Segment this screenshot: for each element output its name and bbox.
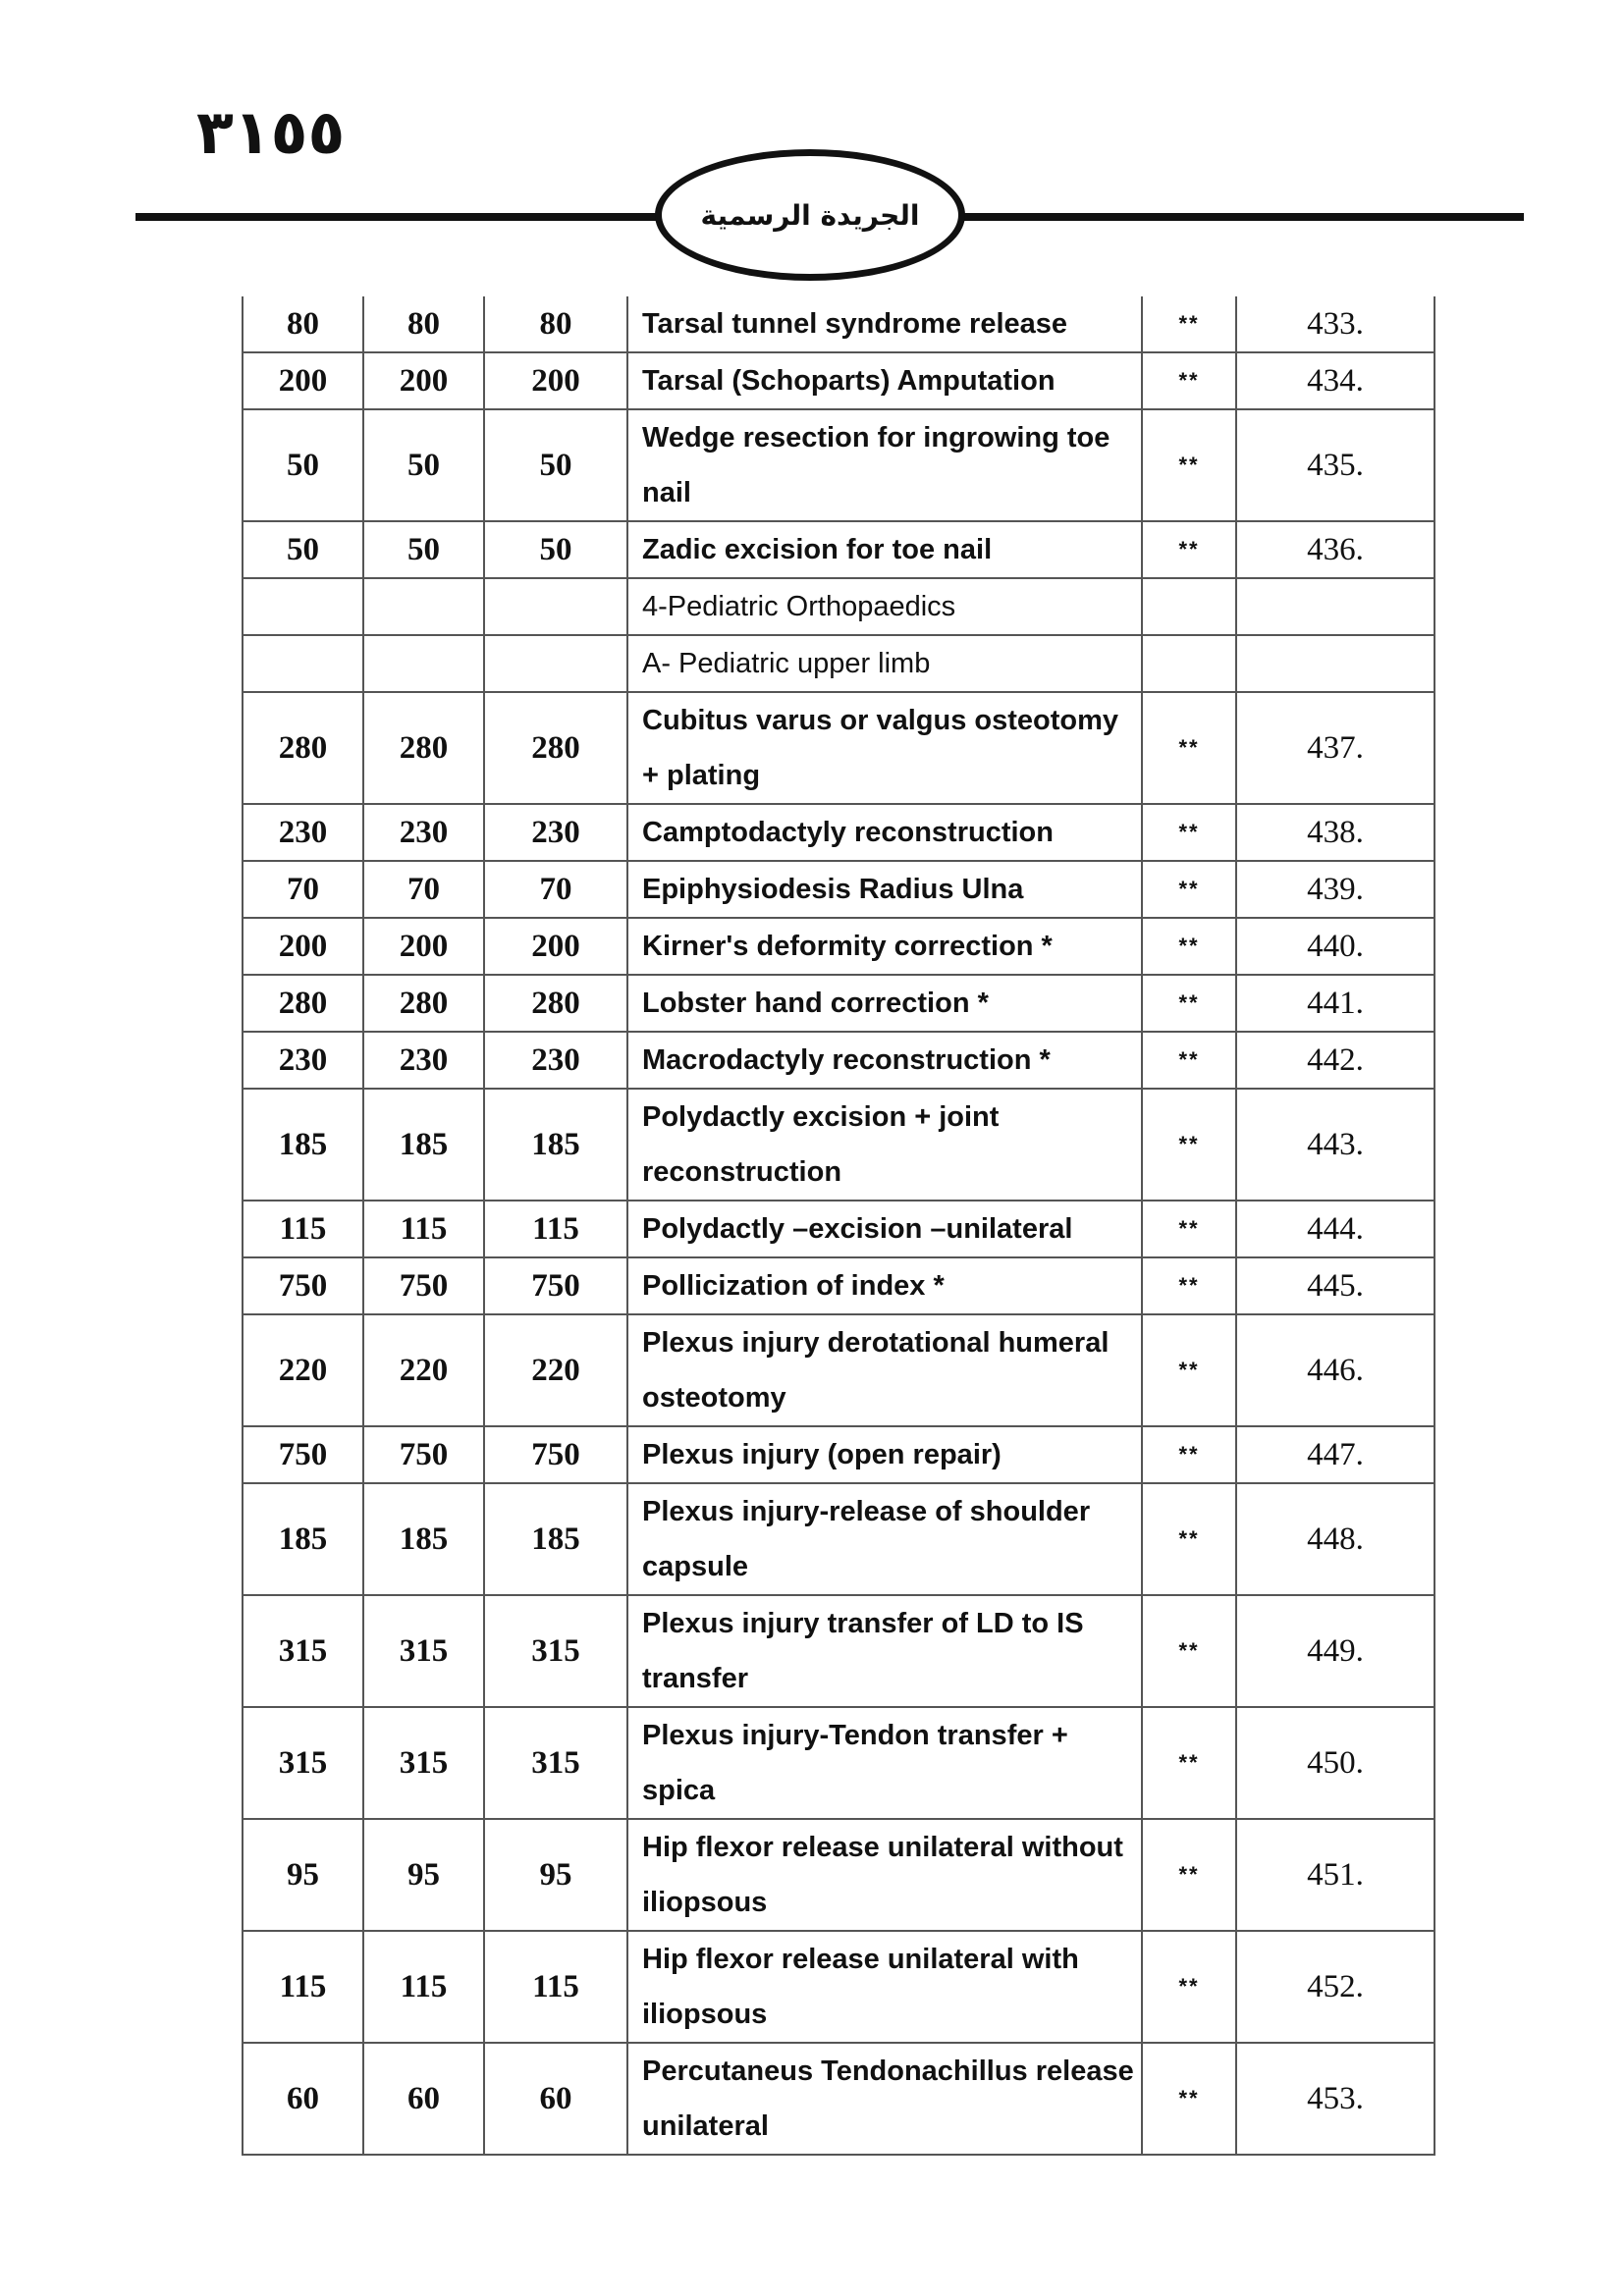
item-number: 442.: [1236, 1032, 1435, 1089]
item-number: 435.: [1236, 409, 1435, 521]
code-mark: **: [1142, 1426, 1236, 1483]
code-mark: **: [1142, 1314, 1236, 1426]
item-number: 440.: [1236, 918, 1435, 975]
fee-cell-1: 185: [243, 1483, 363, 1595]
fee-cell-3: 200: [484, 352, 627, 409]
fee-cell-2: 280: [363, 692, 484, 804]
table-row: [243, 521, 1435, 578]
item-number: 439.: [1236, 861, 1435, 918]
fee-cell-1: 115: [243, 1201, 363, 1257]
fee-cell-1: [243, 578, 363, 635]
procedure-description: Camptodactyly reconstruction: [627, 804, 1142, 861]
code-mark: **: [1142, 1595, 1236, 1707]
fee-cell-1: 750: [243, 1426, 363, 1483]
fee-cell-3: 230: [484, 1032, 627, 1089]
table-row: [243, 296, 1435, 352]
item-number: 437.: [1236, 692, 1435, 804]
item-number: 451.: [1236, 1819, 1435, 1931]
fee-cell-3: 115: [484, 1201, 627, 1257]
fee-cell-2: 80: [363, 296, 484, 352]
fee-cell-3: 115: [484, 1931, 627, 2043]
procedure-description: Lobster hand correction *: [627, 975, 1142, 1032]
fee-cell-1: 60: [243, 2043, 363, 2155]
table-row: [243, 918, 1435, 975]
procedure-description: Plexus injury (open repair): [627, 1426, 1142, 1483]
procedure-description: Plexus injury transfer of LD to IS transfer: [627, 1595, 1142, 1707]
fee-cell-2: 315: [363, 1707, 484, 1819]
code-mark: **: [1142, 692, 1236, 804]
item-number: 441.: [1236, 975, 1435, 1032]
table-row: [243, 1595, 1435, 1707]
item-number: [1236, 635, 1435, 692]
item-number: 447.: [1236, 1426, 1435, 1483]
code-mark: **: [1142, 918, 1236, 975]
fee-cell-3: [484, 578, 627, 635]
item-number: 444.: [1236, 1201, 1435, 1257]
fee-cell-3: 60: [484, 2043, 627, 2155]
fee-cell-1: 230: [243, 1032, 363, 1089]
gazette-masthead: [655, 149, 965, 281]
item-number: [1236, 578, 1435, 635]
code-mark: **: [1142, 861, 1236, 918]
fee-cell-1: 50: [243, 409, 363, 521]
fee-cell-3: 50: [484, 409, 627, 521]
procedure-description: Hip flexor release unilateral without iliopsous: [627, 1819, 1142, 1931]
code-mark: **: [1142, 1201, 1236, 1257]
procedure-description: Kirner's deformity correction *: [627, 918, 1142, 975]
procedure-description: Plexus injury-release of shoulder capsule: [627, 1483, 1142, 1595]
procedure-description: Percutaneus Tendonachillus release unilateral: [627, 2043, 1142, 2155]
procedure-description: Cubitus varus or valgus osteotomy + plating: [627, 692, 1142, 804]
item-number: 448.: [1236, 1483, 1435, 1595]
procedure-description: Epiphysiodesis Radius Ulna: [627, 861, 1142, 918]
fee-cell-3: 185: [484, 1483, 627, 1595]
item-number: 443.: [1236, 1089, 1435, 1201]
code-mark: **: [1142, 1032, 1236, 1089]
fee-cell-1: 280: [243, 975, 363, 1032]
procedure-description: Hip flexor release unilateral with iliopsous: [627, 1931, 1142, 2043]
code-mark: **: [1142, 1819, 1236, 1931]
table-row: [243, 804, 1435, 861]
procedure-description: Macrodactyly reconstruction *: [627, 1032, 1142, 1089]
fee-cell-3: 80: [484, 296, 627, 352]
table-row: [243, 2043, 1435, 2155]
fee-cell-3: 95: [484, 1819, 627, 1931]
item-number: 433.: [1236, 296, 1435, 352]
page-number: ٣١٥٥: [196, 96, 346, 168]
fee-cell-2: 200: [363, 352, 484, 409]
item-number: 449.: [1236, 1595, 1435, 1707]
fee-table: [242, 296, 1435, 2156]
code-mark: **: [1142, 1257, 1236, 1314]
fee-cell-2: 750: [363, 1426, 484, 1483]
fee-cell-3: 220: [484, 1314, 627, 1426]
fee-cell-1: 200: [243, 918, 363, 975]
fee-cell-1: 50: [243, 521, 363, 578]
table-row: [243, 1257, 1435, 1314]
table-row: [243, 578, 1435, 635]
table-row: [243, 1032, 1435, 1089]
code-mark: [1142, 578, 1236, 635]
fee-cell-2: 115: [363, 1931, 484, 2043]
code-mark: **: [1142, 2043, 1236, 2155]
item-number: 450.: [1236, 1707, 1435, 1819]
code-mark: [1142, 635, 1236, 692]
fee-cell-3: 185: [484, 1089, 627, 1201]
fee-cell-1: 80: [243, 296, 363, 352]
fee-cell-1: 115: [243, 1931, 363, 2043]
fee-cell-3: 280: [484, 975, 627, 1032]
fee-cell-1: 750: [243, 1257, 363, 1314]
fee-cell-1: 220: [243, 1314, 363, 1426]
item-number: 453.: [1236, 2043, 1435, 2155]
fee-cell-2: 70: [363, 861, 484, 918]
fee-cell-3: 315: [484, 1707, 627, 1819]
fee-cell-1: 95: [243, 1819, 363, 1931]
table-row: [243, 1483, 1435, 1595]
item-number: 434.: [1236, 352, 1435, 409]
item-number: 438.: [1236, 804, 1435, 861]
fee-cell-2: [363, 635, 484, 692]
procedure-description: 4-Pediatric Orthopaedics: [627, 578, 1142, 635]
fee-cell-2: 50: [363, 521, 484, 578]
fee-cell-3: 750: [484, 1426, 627, 1483]
fee-cell-2: 200: [363, 918, 484, 975]
procedure-description: Tarsal (Schoparts) Amputation: [627, 352, 1142, 409]
procedure-description: Wedge resection for ingrowing toe nail: [627, 409, 1142, 521]
fee-cell-2: 185: [363, 1089, 484, 1201]
table-row: [243, 861, 1435, 918]
fee-cell-3: 50: [484, 521, 627, 578]
fee-cell-3: 70: [484, 861, 627, 918]
fee-cell-3: 280: [484, 692, 627, 804]
procedure-description: Plexus injury derotational humeral osteotomy: [627, 1314, 1142, 1426]
fee-cell-2: [363, 578, 484, 635]
procedure-description: Pollicization of index *: [627, 1257, 1142, 1314]
fee-cell-2: 315: [363, 1595, 484, 1707]
item-number: 446.: [1236, 1314, 1435, 1426]
table-row: [243, 692, 1435, 804]
fee-cell-2: 750: [363, 1257, 484, 1314]
fee-cell-2: 115: [363, 1201, 484, 1257]
fee-cell-1: 230: [243, 804, 363, 861]
fee-cell-2: 230: [363, 1032, 484, 1089]
table-row: [243, 1707, 1435, 1819]
procedure-description: A- Pediatric upper limb: [627, 635, 1142, 692]
code-mark: **: [1142, 352, 1236, 409]
fee-cell-2: 230: [363, 804, 484, 861]
fee-cell-2: 95: [363, 1819, 484, 1931]
code-mark: **: [1142, 1483, 1236, 1595]
fee-cell-1: [243, 635, 363, 692]
procedure-description: Plexus injury-Tendon transfer + spica: [627, 1707, 1142, 1819]
fee-cell-2: 60: [363, 2043, 484, 2155]
code-mark: **: [1142, 521, 1236, 578]
fee-cell-1: 315: [243, 1595, 363, 1707]
code-mark: **: [1142, 1707, 1236, 1819]
code-mark: **: [1142, 1089, 1236, 1201]
fee-cell-3: 230: [484, 804, 627, 861]
code-mark: **: [1142, 975, 1236, 1032]
item-number: 445.: [1236, 1257, 1435, 1314]
fee-cell-2: 220: [363, 1314, 484, 1426]
fee-cell-3: 200: [484, 918, 627, 975]
table-row: [243, 1426, 1435, 1483]
table-row: [243, 1089, 1435, 1201]
fee-cell-2: 50: [363, 409, 484, 521]
table-row: [243, 975, 1435, 1032]
code-mark: **: [1142, 1931, 1236, 2043]
code-mark: **: [1142, 804, 1236, 861]
table-row: [243, 1819, 1435, 1931]
fee-cell-1: 280: [243, 692, 363, 804]
fee-cell-1: 200: [243, 352, 363, 409]
fee-cell-2: 185: [363, 1483, 484, 1595]
table-row: [243, 635, 1435, 692]
fee-cell-3: [484, 635, 627, 692]
table-row: [243, 352, 1435, 409]
gazette-title: الجريدة الرسمية: [700, 198, 920, 232]
procedure-description: Zadic excision for toe nail: [627, 521, 1142, 578]
fee-cell-1: 185: [243, 1089, 363, 1201]
code-mark: **: [1142, 296, 1236, 352]
procedure-description: Tarsal tunnel syndrome release: [627, 296, 1142, 352]
table-row: [243, 1314, 1435, 1426]
fee-cell-1: 70: [243, 861, 363, 918]
fee-cell-1: 315: [243, 1707, 363, 1819]
procedure-description: Polydactly excision + joint reconstruction: [627, 1089, 1142, 1201]
fee-cell-3: 750: [484, 1257, 627, 1314]
item-number: 436.: [1236, 521, 1435, 578]
procedure-description: Polydactly –excision –unilateral: [627, 1201, 1142, 1257]
code-mark: **: [1142, 409, 1236, 521]
table-row: [243, 409, 1435, 521]
fee-cell-2: 280: [363, 975, 484, 1032]
fee-cell-3: 315: [484, 1595, 627, 1707]
table-row: [243, 1931, 1435, 2043]
item-number: 452.: [1236, 1931, 1435, 2043]
table-row: [243, 1201, 1435, 1257]
